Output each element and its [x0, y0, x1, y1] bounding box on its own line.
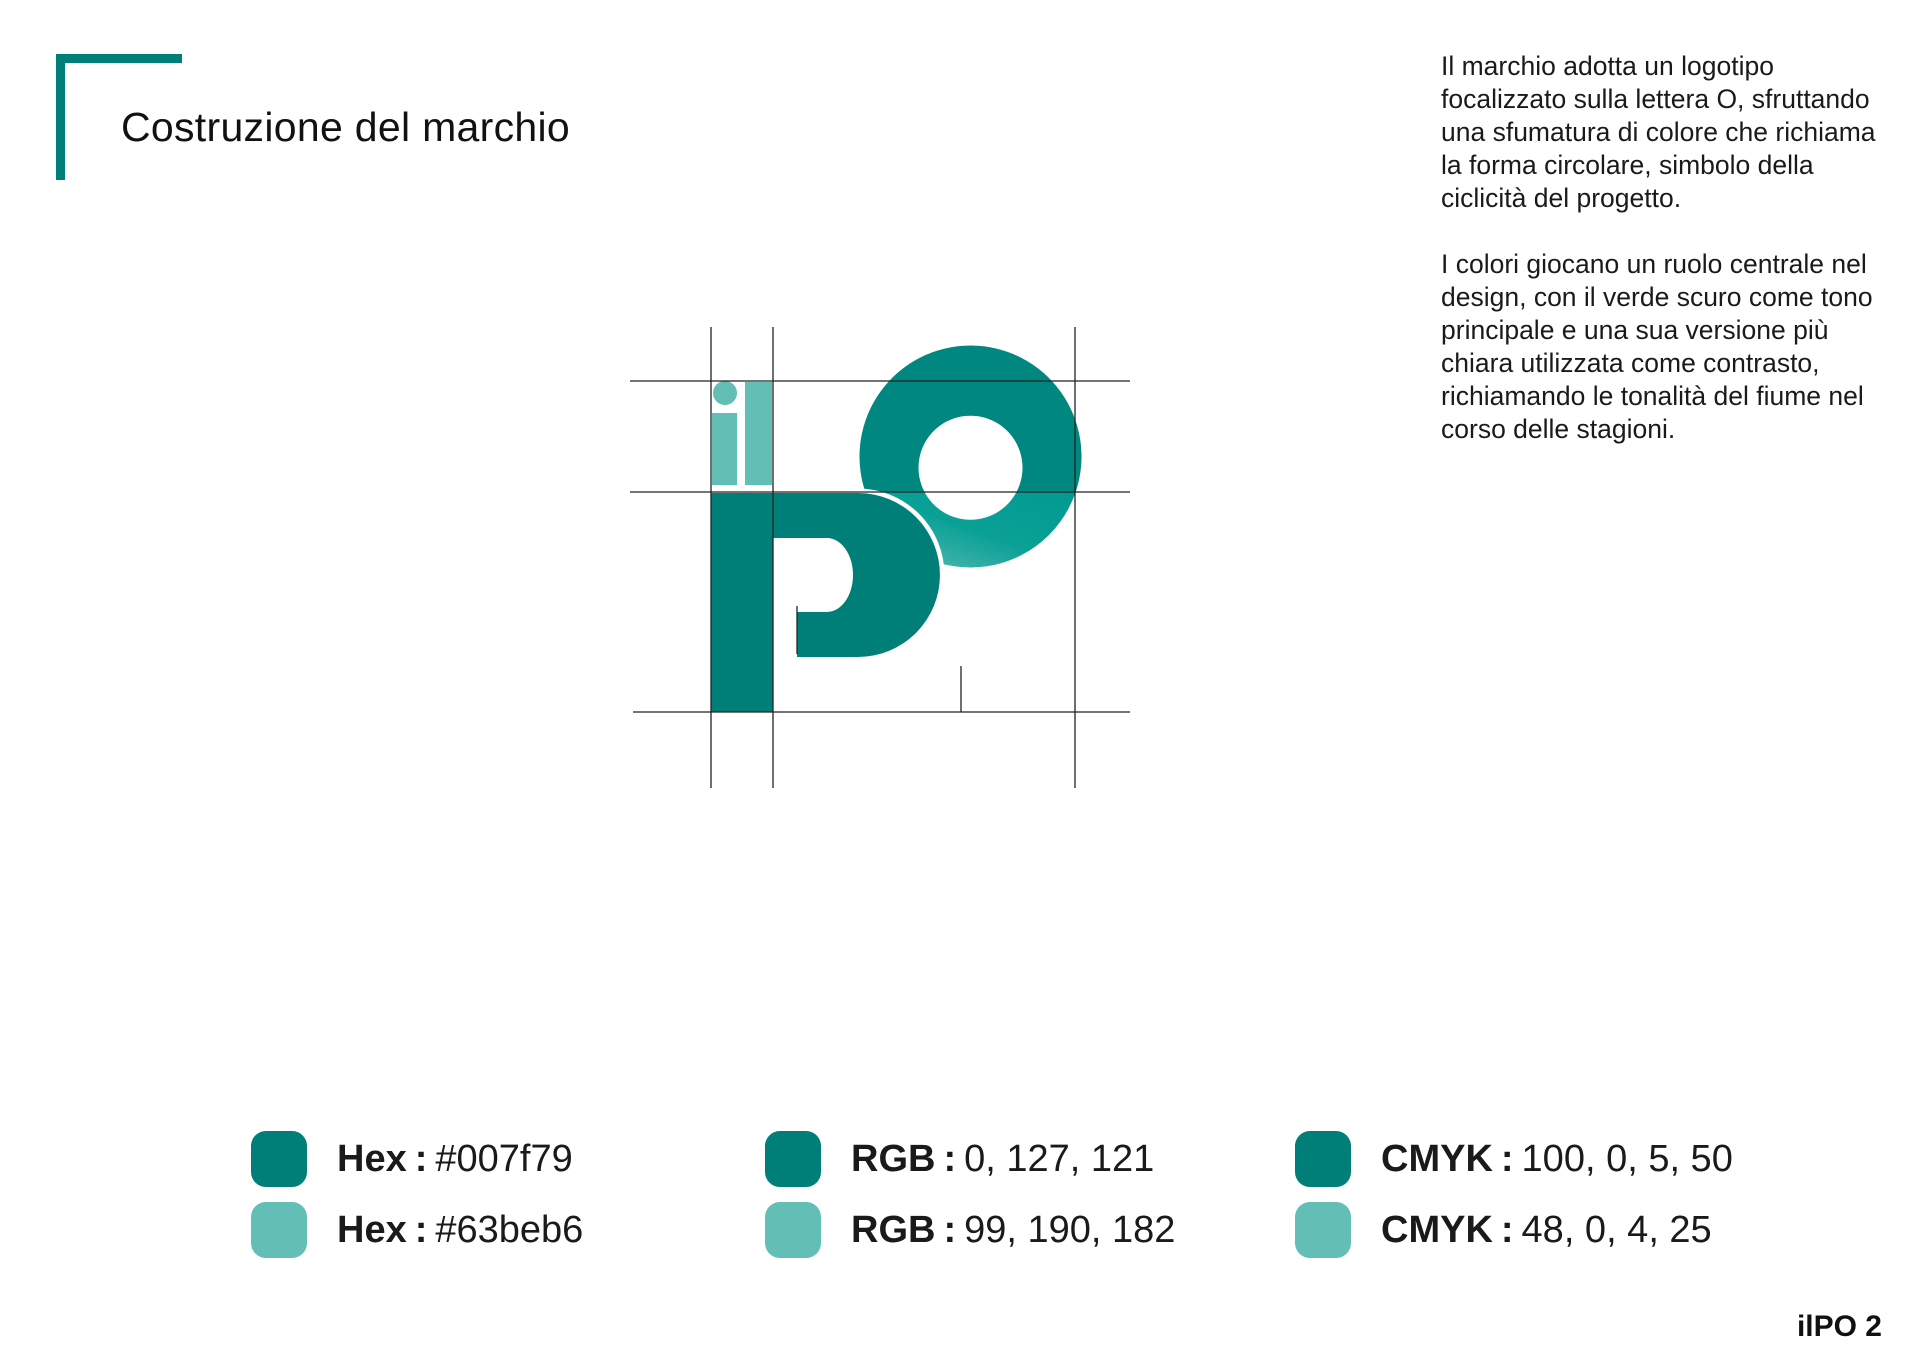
color-separator: :	[414, 1208, 428, 1251]
color-separator: :	[943, 1137, 957, 1180]
color-separator: :	[1500, 1208, 1514, 1251]
description-paragraph-1: Il marchio adotta un logotipo focalizzato sulla lettera O, sfruttando una sfumatura di colore che richiama la forma circolare, simbolo della ciclicità del progetto.	[1441, 51, 1876, 213]
color-value: 100, 0, 5, 50	[1521, 1137, 1733, 1180]
palette-cmyk-primary	[1295, 1131, 1733, 1187]
color-value: 48, 0, 4, 25	[1521, 1208, 1712, 1251]
color-swatch-secondary	[1295, 1202, 1351, 1258]
palette-hex-primary	[251, 1131, 573, 1187]
color-swatch-primary	[251, 1131, 307, 1187]
description-paragraph-2: I colori giocano un ruolo centrale nel design, con il verde scuro come tono principale e una sua versione più chiara utilizzata come contrasto, richiamando le tonalità del fiume nel corso delle stagioni.	[1441, 249, 1873, 444]
color-value: 99, 190, 182	[964, 1208, 1176, 1251]
color-swatch-primary	[1295, 1131, 1351, 1187]
logo-letter-p	[711, 493, 940, 712]
palette-cmyk-secondary	[1295, 1202, 1712, 1258]
corner-accent-vertical	[56, 54, 65, 180]
color-label: CMYK	[1381, 1137, 1493, 1180]
description-text	[1441, 50, 1881, 479]
color-label: Hex	[337, 1208, 407, 1251]
color-label: RGB	[851, 1208, 936, 1251]
color-label: RGB	[851, 1137, 936, 1180]
color-label: Hex	[337, 1137, 407, 1180]
color-swatch-secondary	[765, 1202, 821, 1258]
palette-rgb-primary	[765, 1131, 1154, 1187]
color-swatch-secondary	[251, 1202, 307, 1258]
page-title: Costruzione del marchio	[121, 104, 570, 150]
palette-hex-secondary	[251, 1202, 583, 1258]
color-swatch-primary	[765, 1131, 821, 1187]
color-separator: :	[414, 1137, 428, 1180]
color-separator: :	[943, 1208, 957, 1251]
corner-accent-horizontal	[56, 54, 182, 63]
color-value: #007f79	[435, 1137, 573, 1180]
logo-construction-diagram	[600, 300, 1160, 820]
page-footer-label: ilPO 2	[1796, 1310, 1882, 1343]
logo-letters-il	[712, 381, 772, 485]
color-value: 0, 127, 121	[964, 1137, 1155, 1180]
palette-rgb-secondary	[765, 1202, 1175, 1258]
color-value: #63beb6	[435, 1208, 584, 1251]
color-separator: :	[1500, 1137, 1514, 1180]
color-label: CMYK	[1381, 1208, 1493, 1251]
